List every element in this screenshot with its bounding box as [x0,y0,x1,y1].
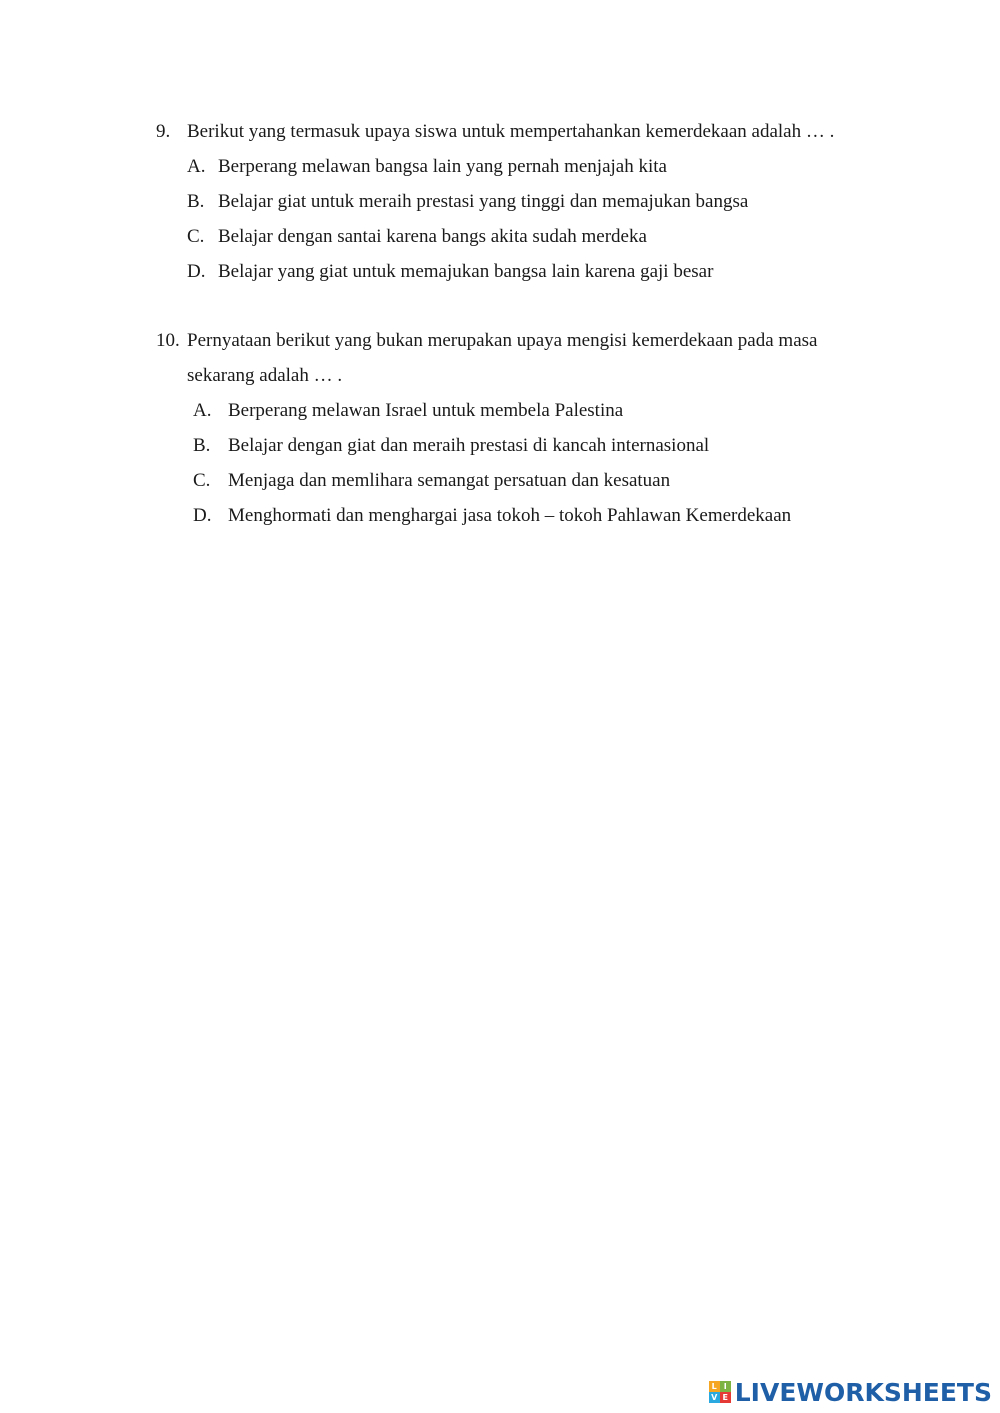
logo-text: LIVEWORKSHEETS [734,1377,992,1407]
option-text: Belajar yang giat untuk memajukan bangsa lain karena gaji besar [218,261,714,282]
option-letter: D. [193,505,212,526]
option-text: Belajar dengan santai karena bangs akita sudah merdeka [218,226,647,247]
option-letter: C. [193,470,211,491]
logo-tile-3: V [709,1392,720,1403]
question-number: 10. [156,330,180,351]
option-letter: B. [193,435,211,456]
logo-tile-2: I [720,1381,731,1392]
question-text-line-1: Pernyataan berikut yang bukan merupakan upaya mengisi kemerdekaan pada masa [187,330,818,351]
question-number: 9. [156,121,171,142]
option-text: Belajar dengan giat dan meraih prestasi di kancah internasional [228,435,710,456]
question-text-line-2: sekarang adalah … . [187,365,343,386]
option-text: Menghormati dan menghargai jasa tokoh – tokoh Pahlawan Kemerdekaan [228,505,792,526]
question-text: Berikut yang termasuk upaya siswa untuk mempertahankan kemerdekaan adalah … . [187,121,835,142]
logo-tile-4: E [720,1392,731,1403]
option-text: Berperang melawan Israel untuk membela Palestina [228,400,624,421]
option-text: Menjaga dan memlihara semangat persatuan dan kesatuan [228,470,671,491]
liveworksheets-logo[interactable] [709,1377,992,1407]
logo-mark-icon [709,1381,731,1403]
option-letter: C. [187,226,205,247]
option-letter: A. [187,156,206,177]
option-text: Belajar giat untuk meraih prestasi yang tinggi dan memajukan bangsa [218,191,749,212]
option-letter: A. [193,400,212,421]
option-text: Berperang melawan bangsa lain yang pernah menjajah kita [218,156,667,177]
logo-tile-1: L [709,1381,720,1392]
option-letter: D. [187,261,206,282]
option-letter: B. [187,191,205,212]
